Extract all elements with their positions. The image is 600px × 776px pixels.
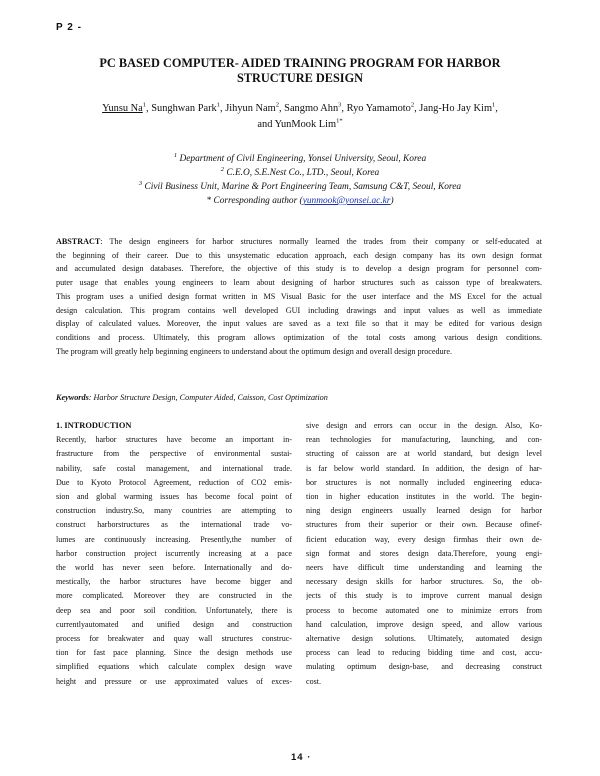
body-line: bor structures is not normally included engineering educa- <box>306 477 542 487</box>
body-line: the world has never seen before. Internationally and do- <box>56 563 292 573</box>
body-line: rean technologies for manufacturing, launching, and con- <box>306 435 542 445</box>
author-separator: , <box>495 103 498 114</box>
author-sup: 2 <box>410 101 415 109</box>
page-number: 14 · <box>291 752 312 763</box>
body-line: process to become automated one to minimize errors from <box>306 605 542 615</box>
body-line: more complicated. Moreover they are constructed in the <box>56 591 292 601</box>
abstract-line: the beginning of their career. Due to this unsystematic education approach, each design company has its own design format <box>56 250 542 260</box>
author-sup: 1* <box>336 117 343 125</box>
body-line: construction industry.So, many countries are attempting to <box>56 506 292 516</box>
email-link[interactable]: yunmook@yonsei.ac.kr <box>302 196 391 206</box>
body-line: tion for fast pace planning. Since the design methods use <box>56 648 292 658</box>
abstract <box>56 235 542 358</box>
body-line: sive design and errors can occur in the design. Also, Ko- <box>306 421 542 430</box>
body-line: process can lead to reducing bidding time and cost, accu- <box>306 648 542 658</box>
body-line: necessary design skills for harbor structures. So, the ob- <box>306 577 542 587</box>
affiliation-text: Civil Business Unit, Marine & Port Engineering Team, Samsung C&T, Seoul, Korea <box>142 182 462 192</box>
body-line: construct harborstructures as the international trade vo- <box>56 520 292 530</box>
affiliation-sup: 2 <box>220 165 225 173</box>
abstract-line: The program will greatly help beginning engineers to understand about the optimum design and overall design procedure. <box>56 346 452 356</box>
affiliation-3 <box>50 180 550 194</box>
author-name: , Jang-Ho Jay Kim <box>414 103 493 114</box>
affiliation-text: Department of Civil Engineering, Yonsei University, Seoul, Korea <box>177 154 427 164</box>
abstract-line: design calculation. This program contains well developed GUI including drawings and input values as well as immediate <box>56 305 542 315</box>
author-list <box>70 101 530 133</box>
author-name: , Sangmo Ahn <box>278 103 339 114</box>
author-sup: 1 <box>142 101 147 109</box>
author-line-1 <box>70 101 530 117</box>
body-line: neers have difficult time understanding and learning the <box>306 563 542 573</box>
body-line: height and pressure or use approximated values of exces- <box>56 676 292 686</box>
keywords-label: Keywords <box>56 393 89 402</box>
corresponding-suffix: ) <box>390 196 394 206</box>
section-heading: 1. INTRODUCTION <box>56 421 132 430</box>
body-line: structures from their superior or their own. Because ofinef- <box>306 520 542 530</box>
body-line: jects of this study is to improve current manual design <box>306 591 542 601</box>
author-sup: 3 <box>338 101 342 109</box>
body-line: nability, safe costal management, and international trade. <box>56 463 292 473</box>
body-line: harbor construction project iscurrently increasing at a pace <box>56 548 292 558</box>
body-line: deep sea and poor soil condition. Unfortunately, there is <box>56 605 292 615</box>
page-tag: P 2 - <box>56 22 82 33</box>
abstract-line: conditions and process. Ultimately, this program allows optimization of the total costs among various design conditions. <box>56 332 542 342</box>
corresponding-author <box>50 194 550 208</box>
body-line: lumes are continuously increasing. Presently,the number of <box>56 534 292 544</box>
body-line: alternative design solutions. Ultimately, automated design <box>306 634 542 644</box>
title-line-1: PC BASED COMPUTER- AIDED TRAINING PROGRAM FOR HARBOR <box>99 56 501 70</box>
author-sup: 1 <box>492 101 496 109</box>
body-line: mestically, the harbor structures have become bigger and <box>56 577 292 587</box>
author-name: Yunsu Na <box>102 103 143 114</box>
body-line: process for breakwater and quay wall structures construc- <box>56 634 292 644</box>
body-line: currentlyautomated and unified design and construction <box>56 619 292 629</box>
body-line: sign format and stores design data.Therefore, young engi- <box>306 548 542 558</box>
intro-column-left <box>56 419 292 689</box>
intro-column-right <box>306 419 542 689</box>
abstract-line: This program uses a unified design format written in MS Visual Basic for the user interface and the MS Excel for the actual <box>56 291 542 301</box>
author-sup: 2 <box>275 101 279 109</box>
affiliation-text: C.E.O, S.E.Nest Co., LTD., Seoul, Korea <box>224 168 380 178</box>
body-line: frastructure from the perspective of environmental sustai- <box>56 449 292 459</box>
author-name: and YunMook Lim <box>257 119 337 130</box>
abstract-label: ABSTRACT <box>56 237 101 246</box>
body-line: mulating optimum design-base, and decreasing construct <box>306 662 542 672</box>
author-name: , Ryo Yamamoto <box>341 103 411 114</box>
keywords <box>56 393 328 402</box>
corresponding-label: * Corresponding author ( <box>206 196 303 206</box>
body-line: ficient education way, every design firmhas their own de- <box>306 534 542 544</box>
body-line: is far below world standard. In addition, the design of har- <box>306 463 542 473</box>
body-line: Recently, harbor structures have become an important in- <box>56 435 292 445</box>
abstract-text: : The design engineers for harbor structures normally learned the trades from their company or self-educated at <box>100 237 542 246</box>
body-line: structing of caisson are at world standard, but design level <box>306 449 542 459</box>
body-line: simplified equations which calculate complex design wave <box>56 662 292 672</box>
body-line: cost. <box>306 676 321 686</box>
author-sup: 1 <box>216 101 221 109</box>
body-line: sion and global warming issues has become focal point of <box>56 492 292 502</box>
body-line: Due to Kyoto Protocol Agreement, reduction of CO2 emis- <box>56 477 292 487</box>
body-line: tion in higher education institutes in the world. The begin- <box>306 492 542 502</box>
title-line-2: STRUCTURE DESIGN <box>236 71 364 85</box>
abstract-line: and accumulated design databases. Therefore, the objective of this study is to develop a design program for personnel com- <box>56 264 542 274</box>
author-name: , Jihyun Nam <box>220 103 276 114</box>
affiliation-2 <box>50 166 550 180</box>
author-name: , Sunghwan Park <box>146 103 217 114</box>
body-line: hand calculation, improve design speed, and allow various <box>306 619 542 629</box>
affiliation-sup: 3 <box>138 179 143 187</box>
abstract-line: puter usage that enables young engineers to learn about designing of harbor structures such as caisson type of breakwaters. <box>56 278 542 288</box>
affiliations <box>50 152 550 208</box>
affiliation-sup: 1 <box>173 151 178 159</box>
paper-title <box>60 56 540 86</box>
abstract-line: display of calculated values. Moreover, the input values are saved as a text file so that it may be edited for various design <box>56 319 542 329</box>
affiliation-1 <box>50 152 550 166</box>
keywords-text: : Harbor Structure Design, Computer Aided, Caisson, Cost Optimization <box>88 393 328 402</box>
body-line: ning design engineers usually learned design for harbor <box>306 506 542 516</box>
abstract-line <box>56 235 542 249</box>
author-line-2 <box>70 117 530 133</box>
